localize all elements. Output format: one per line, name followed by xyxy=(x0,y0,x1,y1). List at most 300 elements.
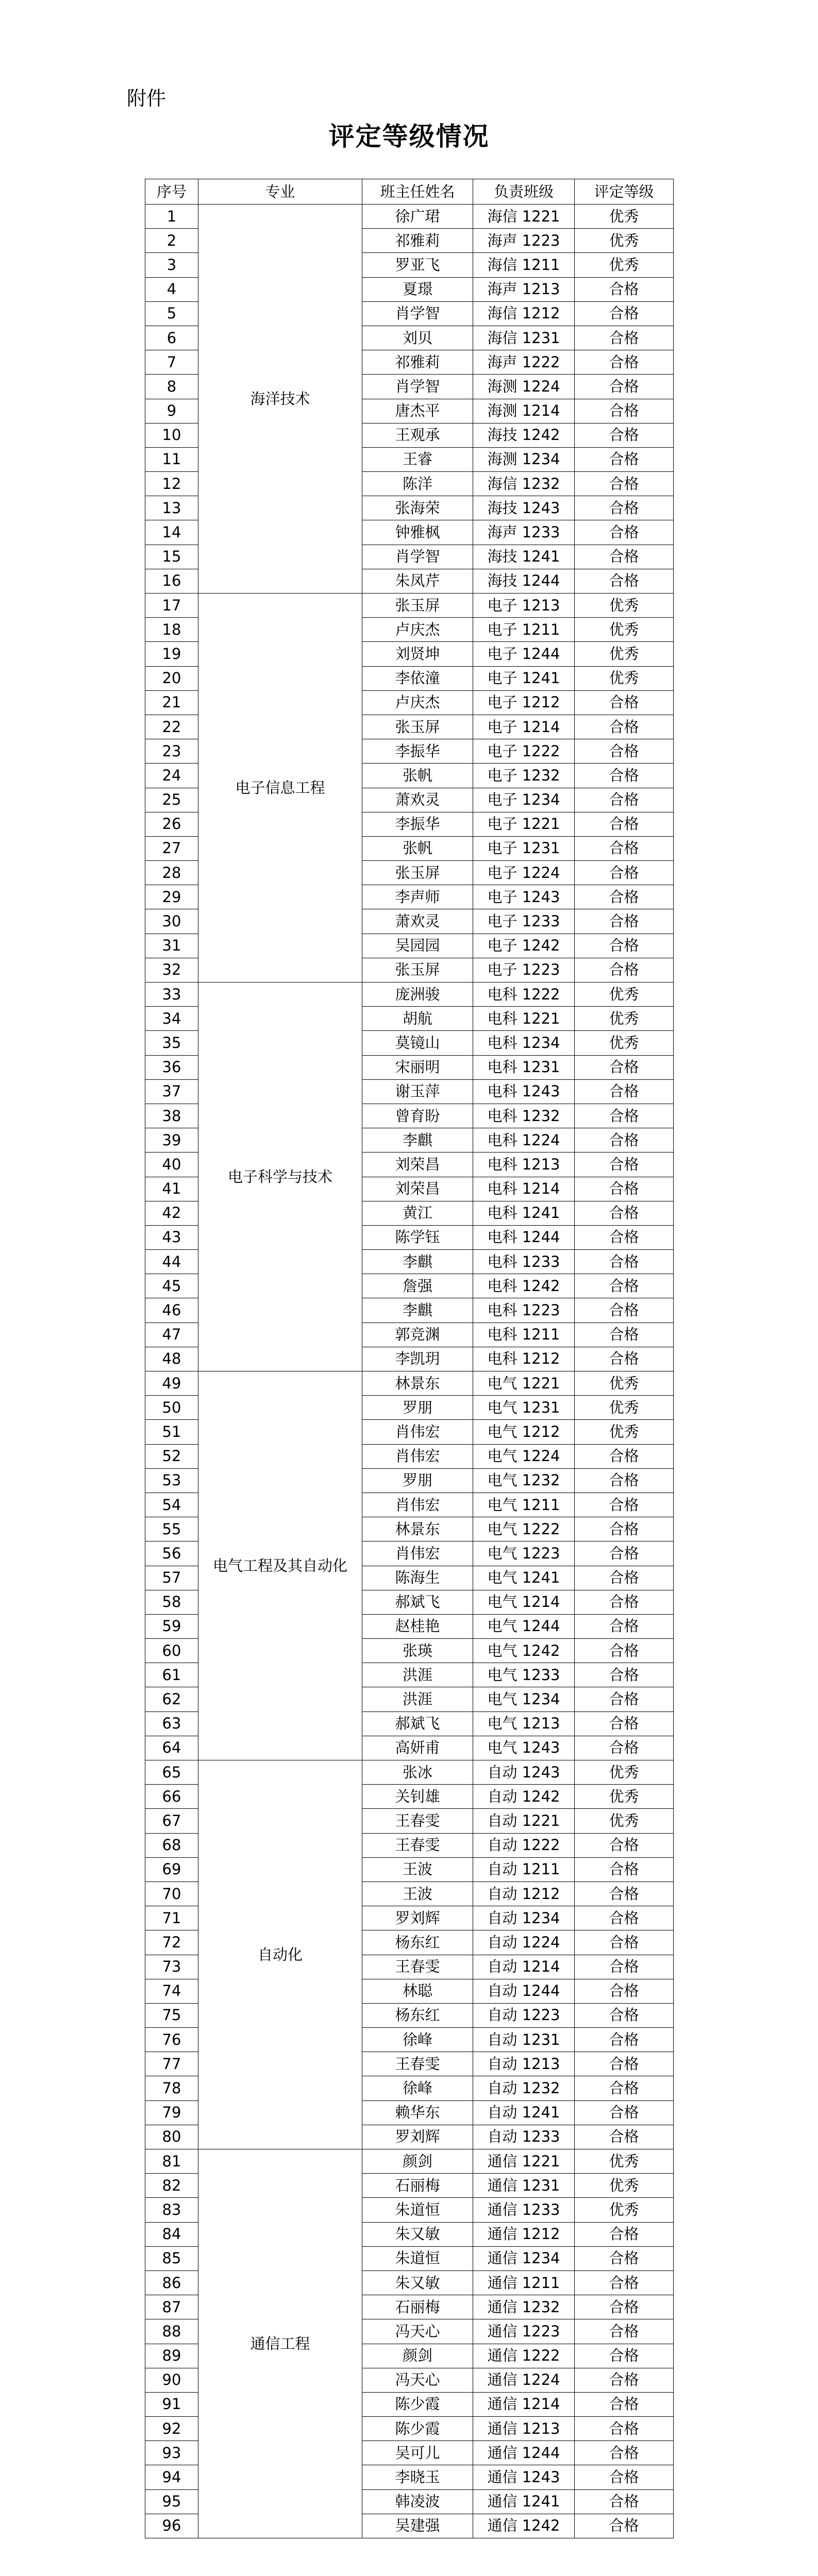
grade-value: 合格 xyxy=(575,764,674,788)
class-name: 自动 1213 xyxy=(473,2052,575,2076)
class-name: 自动 1231 xyxy=(473,2028,575,2052)
row-index: 48 xyxy=(145,1347,198,1371)
teacher-name: 张瑛 xyxy=(362,1639,473,1663)
row-index: 27 xyxy=(145,836,198,860)
grade-value: 合格 xyxy=(575,399,674,423)
grade-value: 合格 xyxy=(575,520,674,545)
class-name: 电科 1233 xyxy=(473,1250,575,1274)
teacher-name: 肖伟宏 xyxy=(362,1541,473,1566)
row-index: 8 xyxy=(145,375,198,399)
grade-value: 合格 xyxy=(575,1323,674,1347)
teacher-name: 朱凤芹 xyxy=(362,569,473,593)
row-index: 24 xyxy=(145,764,198,788)
grade-value: 优秀 xyxy=(575,1396,674,1420)
teacher-name: 冯天心 xyxy=(362,2319,473,2344)
teacher-name: 肖伟宏 xyxy=(362,1420,473,1444)
row-index: 35 xyxy=(145,1031,198,1055)
teacher-name: 卢庆杰 xyxy=(362,618,473,642)
teacher-name: 王波 xyxy=(362,1857,473,1882)
row-index: 61 xyxy=(145,1663,198,1687)
class-name: 自动 1223 xyxy=(473,2003,575,2027)
row-index: 3 xyxy=(145,253,198,277)
header-grade: 评定等级 xyxy=(575,179,674,205)
teacher-name: 朱又敏 xyxy=(362,2270,473,2295)
row-index: 50 xyxy=(145,1396,198,1420)
teacher-name: 陈海生 xyxy=(362,1566,473,1590)
teacher-name: 李麒 xyxy=(362,1250,473,1274)
teacher-name: 石丽梅 xyxy=(362,2295,473,2319)
class-name: 通信 1224 xyxy=(473,2368,575,2392)
grade-value: 合格 xyxy=(575,1444,674,1468)
class-name: 电子 1222 xyxy=(473,739,575,764)
grade-value: 合格 xyxy=(575,545,674,569)
teacher-name: 谢玉萍 xyxy=(362,1079,473,1104)
row-index: 77 xyxy=(145,2052,198,2076)
teacher-name: 朱道恒 xyxy=(362,2198,473,2222)
class-name: 电子 1241 xyxy=(473,666,575,690)
row-index: 72 xyxy=(145,1930,198,1955)
class-name: 自动 1242 xyxy=(473,1785,575,1809)
grade-value: 合格 xyxy=(575,2368,674,2392)
major-cell: 海洋技术 xyxy=(198,205,362,594)
teacher-name: 林聪 xyxy=(362,1979,473,2003)
teacher-name: 刘贤坤 xyxy=(362,642,473,666)
grade-value: 合格 xyxy=(575,1955,674,1979)
teacher-name: 王春雯 xyxy=(362,1833,473,1857)
table-row xyxy=(145,205,674,229)
row-index: 7 xyxy=(145,350,198,375)
class-name: 通信 1231 xyxy=(473,2174,575,2198)
teacher-name: 林景东 xyxy=(362,1371,473,1396)
grade-value: 优秀 xyxy=(575,205,674,229)
teacher-name: 李麒 xyxy=(362,1298,473,1323)
grade-value: 合格 xyxy=(575,496,674,520)
grade-value: 合格 xyxy=(575,715,674,739)
grade-value: 合格 xyxy=(575,2465,674,2489)
grade-value: 合格 xyxy=(575,1639,674,1663)
row-index: 25 xyxy=(145,788,198,812)
grade-value: 合格 xyxy=(575,885,674,909)
teacher-name: 唐杰平 xyxy=(362,399,473,423)
teacher-name: 王春雯 xyxy=(362,1955,473,1979)
class-name: 通信 1221 xyxy=(473,2149,575,2174)
grade-value: 合格 xyxy=(575,1906,674,1930)
table-row xyxy=(145,594,674,618)
teacher-name: 罗亚飞 xyxy=(362,253,473,277)
table-row xyxy=(145,1371,674,1396)
grade-value: 合格 xyxy=(575,1590,674,1614)
teacher-name: 朱又敏 xyxy=(362,2222,473,2246)
row-index: 93 xyxy=(145,2441,198,2465)
teacher-name: 夏璟 xyxy=(362,277,473,301)
teacher-name: 赵桂艳 xyxy=(362,1614,473,1638)
teacher-name: 王观承 xyxy=(362,423,473,447)
row-index: 43 xyxy=(145,1225,198,1249)
row-index: 60 xyxy=(145,1639,198,1663)
class-name: 电气 1242 xyxy=(473,1639,575,1663)
grade-value: 合格 xyxy=(575,2125,674,2149)
row-index: 92 xyxy=(145,2417,198,2441)
class-name: 海技 1241 xyxy=(473,545,575,569)
row-index: 29 xyxy=(145,885,198,909)
teacher-name: 徐峰 xyxy=(362,2028,473,2052)
grade-value: 合格 xyxy=(575,1493,674,1517)
grade-value: 合格 xyxy=(575,1979,674,2003)
class-name: 电科 1221 xyxy=(473,1007,575,1031)
grade-value: 合格 xyxy=(575,2417,674,2441)
row-index: 9 xyxy=(145,399,198,423)
class-name: 通信 1212 xyxy=(473,2222,575,2246)
grade-value: 优秀 xyxy=(575,2174,674,2198)
row-index: 28 xyxy=(145,861,198,885)
row-index: 15 xyxy=(145,545,198,569)
row-index: 32 xyxy=(145,958,198,982)
teacher-name: 王波 xyxy=(362,1882,473,1906)
row-index: 56 xyxy=(145,1541,198,1566)
grade-value: 合格 xyxy=(575,1663,674,1687)
class-name: 通信 1232 xyxy=(473,2295,575,2319)
row-index: 52 xyxy=(145,1444,198,1468)
grade-value: 合格 xyxy=(575,447,674,471)
grade-value: 合格 xyxy=(575,1857,674,1882)
class-name: 电子 1211 xyxy=(473,618,575,642)
class-name: 通信 1211 xyxy=(473,2270,575,2295)
grade-value: 合格 xyxy=(575,2392,674,2416)
teacher-name: 罗刘辉 xyxy=(362,2125,473,2149)
teacher-name: 李振华 xyxy=(362,812,473,836)
teacher-name: 祁雅莉 xyxy=(362,350,473,375)
class-name: 电子 1231 xyxy=(473,836,575,860)
grade-value: 合格 xyxy=(575,958,674,982)
class-name: 自动 1232 xyxy=(473,2076,575,2100)
class-name: 海技 1242 xyxy=(473,423,575,447)
class-name: 海测 1234 xyxy=(473,447,575,471)
class-name: 自动 1241 xyxy=(473,2100,575,2125)
grade-value: 合格 xyxy=(575,1930,674,1955)
row-index: 58 xyxy=(145,1590,198,1614)
grade-value: 合格 xyxy=(575,1153,674,1177)
teacher-name: 陈少霞 xyxy=(362,2417,473,2441)
major-cell: 电气工程及其自动化 xyxy=(198,1371,362,1760)
grade-value: 优秀 xyxy=(575,253,674,277)
class-name: 电子 1232 xyxy=(473,764,575,788)
header-class: 负责班级 xyxy=(473,179,575,205)
class-name: 电子 1212 xyxy=(473,690,575,715)
grade-value: 合格 xyxy=(575,788,674,812)
class-name: 电科 1214 xyxy=(473,1177,575,1201)
row-index: 38 xyxy=(145,1104,198,1128)
teacher-name: 洪涯 xyxy=(362,1687,473,1711)
class-name: 电子 1213 xyxy=(473,594,575,618)
row-index: 40 xyxy=(145,1153,198,1177)
class-name: 电科 1231 xyxy=(473,1055,575,1079)
row-index: 12 xyxy=(145,472,198,496)
teacher-name: 钟雅枫 xyxy=(362,520,473,545)
table-row xyxy=(145,1760,674,1785)
teacher-name: 朱道恒 xyxy=(362,2246,473,2270)
grade-value: 合格 xyxy=(575,2076,674,2100)
row-index: 96 xyxy=(145,2514,198,2538)
teacher-name: 祁雅莉 xyxy=(362,229,473,253)
row-index: 51 xyxy=(145,1420,198,1444)
grade-value: 优秀 xyxy=(575,2149,674,2174)
row-index: 63 xyxy=(145,1711,198,1736)
row-index: 16 xyxy=(145,569,198,593)
teacher-name: 冯天心 xyxy=(362,2368,473,2392)
class-name: 自动 1214 xyxy=(473,1955,575,1979)
table-row xyxy=(145,2149,674,2174)
class-name: 自动 1233 xyxy=(473,2125,575,2149)
grade-value: 合格 xyxy=(575,569,674,593)
row-index: 17 xyxy=(145,594,198,618)
major-cell: 自动化 xyxy=(198,1760,362,2149)
grade-value: 合格 xyxy=(575,1687,674,1711)
row-index: 34 xyxy=(145,1007,198,1031)
grade-value: 合格 xyxy=(575,375,674,399)
row-index: 11 xyxy=(145,447,198,471)
teacher-name: 胡航 xyxy=(362,1007,473,1031)
grade-value: 合格 xyxy=(575,2344,674,2368)
class-name: 电子 1221 xyxy=(473,812,575,836)
class-name: 电科 1241 xyxy=(473,1201,575,1225)
row-index: 75 xyxy=(145,2003,198,2027)
class-name: 自动 1212 xyxy=(473,1882,575,1906)
teacher-name: 陈洋 xyxy=(362,472,473,496)
teacher-name: 卢庆杰 xyxy=(362,690,473,715)
teacher-name: 张玉屏 xyxy=(362,861,473,885)
grade-value: 合格 xyxy=(575,1614,674,1638)
teacher-name: 林景东 xyxy=(362,1517,473,1541)
teacher-name: 关钊雄 xyxy=(362,1785,473,1809)
grade-value: 合格 xyxy=(575,2052,674,2076)
teacher-name: 曾育盼 xyxy=(362,1104,473,1128)
row-index: 18 xyxy=(145,618,198,642)
class-name: 电科 1213 xyxy=(473,1153,575,1177)
row-index: 14 xyxy=(145,520,198,545)
grade-value: 合格 xyxy=(575,2028,674,2052)
class-name: 电科 1224 xyxy=(473,1128,575,1153)
row-index: 19 xyxy=(145,642,198,666)
teacher-name: 洪涯 xyxy=(362,1663,473,1687)
class-name: 自动 1211 xyxy=(473,1857,575,1882)
teacher-name: 杨东红 xyxy=(362,1930,473,1955)
row-index: 1 xyxy=(145,205,198,229)
grade-value: 优秀 xyxy=(575,642,674,666)
class-name: 海技 1244 xyxy=(473,569,575,593)
teacher-name: 张冰 xyxy=(362,1760,473,1785)
grade-value: 优秀 xyxy=(575,229,674,253)
class-name: 电子 1214 xyxy=(473,715,575,739)
teacher-name: 石丽梅 xyxy=(362,2174,473,2198)
row-index: 59 xyxy=(145,1614,198,1638)
row-index: 64 xyxy=(145,1736,198,1760)
teacher-name: 张玉屏 xyxy=(362,958,473,982)
class-name: 通信 1214 xyxy=(473,2392,575,2416)
row-index: 30 xyxy=(145,909,198,934)
class-name: 电气 1213 xyxy=(473,1711,575,1736)
class-name: 通信 1222 xyxy=(473,2344,575,2368)
class-name: 自动 1222 xyxy=(473,1833,575,1857)
class-name: 海信 1212 xyxy=(473,301,575,326)
class-name: 海信 1221 xyxy=(473,205,575,229)
row-index: 33 xyxy=(145,982,198,1007)
class-name: 电气 1224 xyxy=(473,1444,575,1468)
row-index: 70 xyxy=(145,1882,198,1906)
class-name: 电气 1232 xyxy=(473,1468,575,1493)
teacher-name: 黄江 xyxy=(362,1201,473,1225)
class-name: 通信 1233 xyxy=(473,2198,575,2222)
teacher-name: 李声师 xyxy=(362,885,473,909)
teacher-name: 颜剑 xyxy=(362,2149,473,2174)
teacher-name: 王睿 xyxy=(362,447,473,471)
teacher-name: 陈学钰 xyxy=(362,1225,473,1249)
teacher-name: 萧欢灵 xyxy=(362,788,473,812)
grade-value: 合格 xyxy=(575,277,674,301)
grade-value: 合格 xyxy=(575,1541,674,1566)
grade-value: 合格 xyxy=(575,472,674,496)
row-index: 20 xyxy=(145,666,198,690)
row-index: 10 xyxy=(145,423,198,447)
class-name: 通信 1223 xyxy=(473,2319,575,2344)
class-name: 海信 1211 xyxy=(473,253,575,277)
row-index: 84 xyxy=(145,2222,198,2246)
teacher-name: 张玉屏 xyxy=(362,594,473,618)
grade-value: 合格 xyxy=(575,1274,674,1298)
teacher-name: 肖学智 xyxy=(362,375,473,399)
teacher-name: 张帆 xyxy=(362,836,473,860)
class-name: 自动 1243 xyxy=(473,1760,575,1785)
teacher-name: 李振华 xyxy=(362,739,473,764)
class-name: 电科 1212 xyxy=(473,1347,575,1371)
teacher-name: 詹强 xyxy=(362,1274,473,1298)
teacher-name: 萧欢灵 xyxy=(362,909,473,934)
class-name: 电子 1243 xyxy=(473,885,575,909)
grade-value: 合格 xyxy=(575,1104,674,1128)
row-index: 54 xyxy=(145,1493,198,1517)
class-name: 电气 1234 xyxy=(473,1687,575,1711)
class-name: 电气 1231 xyxy=(473,1396,575,1420)
class-name: 电科 1211 xyxy=(473,1323,575,1347)
grade-value: 优秀 xyxy=(575,1420,674,1444)
attachment-label: 附件 xyxy=(127,87,166,110)
grade-table xyxy=(145,179,674,2538)
class-name: 海声 1213 xyxy=(473,277,575,301)
grade-value: 合格 xyxy=(575,934,674,958)
teacher-name: 赖华东 xyxy=(362,2100,473,2125)
grade-value: 合格 xyxy=(575,1566,674,1590)
class-name: 电气 1212 xyxy=(473,1420,575,1444)
row-index: 67 xyxy=(145,1809,198,1833)
grade-value: 合格 xyxy=(575,909,674,934)
teacher-name: 李依潼 xyxy=(362,666,473,690)
class-name: 电子 1223 xyxy=(473,958,575,982)
row-index: 85 xyxy=(145,2246,198,2270)
row-index: 57 xyxy=(145,1566,198,1590)
grade-value: 合格 xyxy=(575,2246,674,2270)
teacher-name: 徐广珺 xyxy=(362,205,473,229)
grade-value: 合格 xyxy=(575,301,674,326)
row-index: 66 xyxy=(145,1785,198,1809)
row-index: 46 xyxy=(145,1298,198,1323)
teacher-name: 罗刘辉 xyxy=(362,1906,473,1930)
grade-value: 合格 xyxy=(575,739,674,764)
teacher-name: 郝斌飞 xyxy=(362,1590,473,1614)
teacher-name: 刘贝 xyxy=(362,326,473,350)
row-index: 65 xyxy=(145,1760,198,1785)
row-index: 80 xyxy=(145,2125,198,2149)
row-index: 4 xyxy=(145,277,198,301)
grade-value: 合格 xyxy=(575,1250,674,1274)
teacher-name: 李凯玥 xyxy=(362,1347,473,1371)
grade-value: 合格 xyxy=(575,1201,674,1225)
class-name: 通信 1213 xyxy=(473,2417,575,2441)
row-index: 81 xyxy=(145,2149,198,2174)
grade-value: 合格 xyxy=(575,812,674,836)
row-index: 53 xyxy=(145,1468,198,1493)
row-index: 45 xyxy=(145,1274,198,1298)
row-index: 94 xyxy=(145,2465,198,2489)
teacher-name: 吴可儿 xyxy=(362,2441,473,2465)
grade-value: 优秀 xyxy=(575,1031,674,1055)
major-cell: 电子科学与技术 xyxy=(198,982,362,1371)
row-index: 86 xyxy=(145,2270,198,2295)
class-name: 电气 1221 xyxy=(473,1371,575,1396)
row-index: 78 xyxy=(145,2076,198,2100)
row-index: 68 xyxy=(145,1833,198,1857)
teacher-name: 张帆 xyxy=(362,764,473,788)
teacher-name: 王春雯 xyxy=(362,2052,473,2076)
grade-value: 合格 xyxy=(575,1298,674,1323)
teacher-name: 吴建强 xyxy=(362,2514,473,2538)
teacher-name: 吴园园 xyxy=(362,934,473,958)
grade-value: 优秀 xyxy=(575,1007,674,1031)
teacher-name: 刘荣昌 xyxy=(362,1177,473,1201)
grade-value: 合格 xyxy=(575,423,674,447)
grade-value: 合格 xyxy=(575,1711,674,1736)
grade-value: 优秀 xyxy=(575,666,674,690)
row-index: 79 xyxy=(145,2100,198,2125)
row-index: 21 xyxy=(145,690,198,715)
row-index: 73 xyxy=(145,1955,198,1979)
teacher-name: 肖学智 xyxy=(362,545,473,569)
grade-value: 合格 xyxy=(575,2489,674,2514)
class-name: 电子 1242 xyxy=(473,934,575,958)
teacher-name: 李晓玉 xyxy=(362,2465,473,2489)
teacher-name: 李麒 xyxy=(362,1128,473,1153)
class-name: 自动 1221 xyxy=(473,1809,575,1833)
class-name: 电科 1232 xyxy=(473,1104,575,1128)
class-name: 电科 1222 xyxy=(473,982,575,1007)
row-index: 39 xyxy=(145,1128,198,1153)
class-name: 电气 1243 xyxy=(473,1736,575,1760)
teacher-name: 徐峰 xyxy=(362,2076,473,2100)
teacher-name: 张海荣 xyxy=(362,496,473,520)
class-name: 通信 1244 xyxy=(473,2441,575,2465)
table-header-row xyxy=(145,179,674,205)
row-index: 47 xyxy=(145,1323,198,1347)
teacher-name: 陈少霞 xyxy=(362,2392,473,2416)
class-name: 电子 1233 xyxy=(473,909,575,934)
row-index: 62 xyxy=(145,1687,198,1711)
row-index: 6 xyxy=(145,326,198,350)
grade-value: 合格 xyxy=(575,690,674,715)
grade-value: 合格 xyxy=(575,1347,674,1371)
class-name: 海声 1233 xyxy=(473,520,575,545)
grade-value: 优秀 xyxy=(575,1760,674,1785)
table-body xyxy=(145,205,674,2538)
row-index: 71 xyxy=(145,1906,198,1930)
teacher-name: 高妍甫 xyxy=(362,1736,473,1760)
